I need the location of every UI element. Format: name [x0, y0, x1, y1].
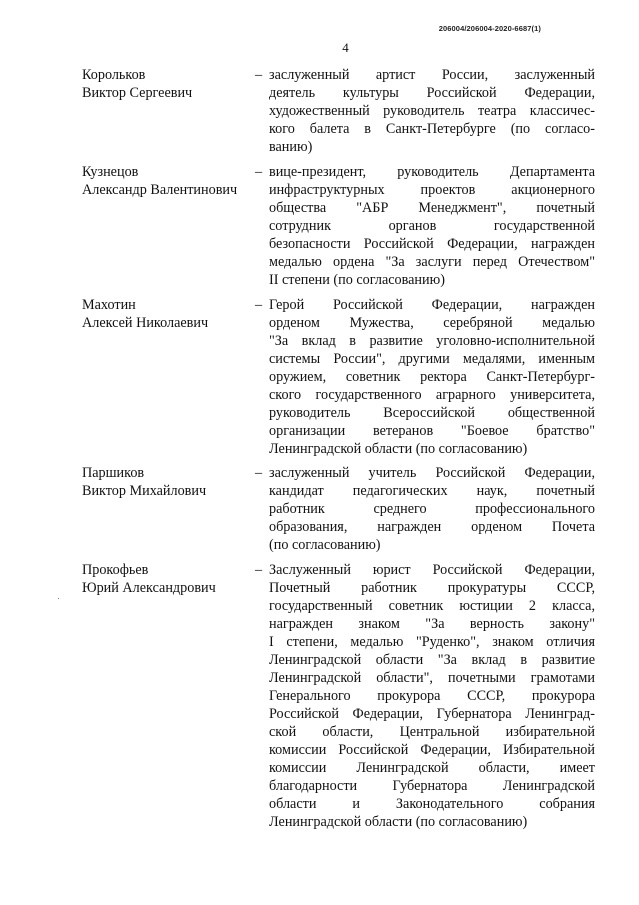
- description-line: II степени (по согласованию): [269, 272, 445, 288]
- description-line: комиссии Ленинградской области, имеет: [269, 760, 595, 776]
- description-line: Ленинградской области "За вклад в развитие: [269, 652, 595, 668]
- list-item: [82, 66, 595, 156]
- list-item: [82, 163, 595, 289]
- description-line: ского государственного аграрного университета,: [269, 387, 595, 403]
- person-name: [82, 296, 255, 332]
- scan-speck: [58, 598, 59, 599]
- document-id: 206004/206004-2020-6687(1): [438, 24, 541, 33]
- person-surname: Махотин: [82, 297, 136, 313]
- description-line: сотрудник органов государственной: [269, 218, 595, 234]
- description-line: Генерального прокурора СССР, прокурора: [269, 688, 595, 704]
- description-line: Заслуженный юрист Российской Федерации,: [269, 562, 595, 578]
- person-given-names: Юрий Александрович: [82, 580, 216, 596]
- description-line: руководитель Всероссийской общественной: [269, 405, 595, 421]
- person-name: [82, 561, 255, 597]
- dash-separator: –: [255, 562, 263, 578]
- description-line: (по согласованию): [269, 537, 381, 553]
- description-line: Ленинградской области (по согласованию): [269, 441, 528, 457]
- person-name: [82, 163, 255, 199]
- person-surname: Прокофьев: [82, 562, 149, 578]
- description-line: Ленинградской области (по согласованию): [269, 814, 528, 830]
- person-given-names: Виктор Сергеевич: [82, 85, 193, 101]
- description-line: безопасности Российской Федерации, награжден: [269, 236, 595, 252]
- person-name: [82, 66, 255, 102]
- description-line: организации ветеранов "Боевое братство": [269, 423, 595, 439]
- person-description: [269, 561, 595, 831]
- list-item: [82, 561, 595, 831]
- description-line: оружием, советник ректора Санкт-Петербург-: [269, 369, 595, 385]
- description-line: деятель культуры Российской Федерации,: [269, 85, 595, 101]
- description-line: Ленинградской области", почетными грамотами: [269, 670, 595, 686]
- dash-separator: –: [255, 67, 263, 83]
- description-line: Российской Федерации, Губернатора Ленинград-: [269, 706, 595, 722]
- description-line: системы России", другими медалями, именным: [269, 351, 595, 367]
- description-line: Герой Российской Федерации, награжден: [269, 297, 595, 313]
- description-line: комиссии Российской Федерации, Избирательной: [269, 742, 595, 758]
- description-line: ской области, Центральной избирательной: [269, 724, 595, 740]
- dash-separator: –: [255, 164, 263, 180]
- person-description: [269, 163, 595, 289]
- description-line: общества "АБР Менеджмент", почетный: [269, 200, 595, 216]
- description-line: заслуженный учитель Российской Федерации,: [269, 465, 595, 481]
- person-surname: Кузнецов: [82, 164, 139, 180]
- description-line: кого балета в Санкт-Петербурге (по согласо-: [269, 121, 595, 137]
- list-item: [82, 296, 595, 458]
- list-item: [82, 464, 595, 554]
- person-given-names: Александр Валентинович: [82, 182, 238, 198]
- description-line: ванию): [269, 139, 313, 155]
- person-name: [82, 464, 255, 500]
- page-number: 4: [342, 40, 349, 55]
- description-line: образования, награжден орденом Почета: [269, 519, 595, 535]
- description-line: вице-президент, руководитель Департамента: [269, 164, 595, 180]
- description-line: работник среднего профессионального: [269, 501, 595, 517]
- description-line: I степени, медалью "Руденко", знаком отличия: [269, 634, 595, 650]
- description-line: кандидат педагогических наук, почетный: [269, 483, 595, 499]
- description-line: Почетный работник прокуратуры СССР,: [269, 580, 595, 596]
- description-line: орденом Мужества, серебряной медалью: [269, 315, 595, 331]
- description-line: благодарности Губернатора Ленинградской: [269, 778, 595, 794]
- person-description: [269, 66, 595, 156]
- dash-separator: –: [255, 297, 263, 313]
- person-description: [269, 296, 595, 458]
- person-surname: Паршиков: [82, 465, 145, 481]
- dash-separator: –: [255, 465, 263, 481]
- person-surname: Корольков: [82, 67, 146, 83]
- description-line: инфраструктурных проектов акционерного: [269, 182, 595, 198]
- description-line: "За вклад в развитие уголовно-исполнительной: [269, 333, 595, 349]
- person-given-names: Алексей Николаевич: [82, 315, 209, 331]
- description-line: области и Законодательного собрания: [269, 796, 595, 812]
- person-given-names: Виктор Михайлович: [82, 483, 207, 499]
- description-line: медалью ордена "За заслуги перед Отечеством": [269, 254, 595, 270]
- description-line: художественный руководитель театра классичес-: [269, 103, 595, 119]
- description-line: государственный советник юстиции 2 класса,: [269, 598, 595, 614]
- description-line: награжден знаком "За верность закону": [269, 616, 595, 632]
- description-line: заслуженный артист России, заслуженный: [269, 67, 595, 83]
- person-description: [269, 464, 595, 554]
